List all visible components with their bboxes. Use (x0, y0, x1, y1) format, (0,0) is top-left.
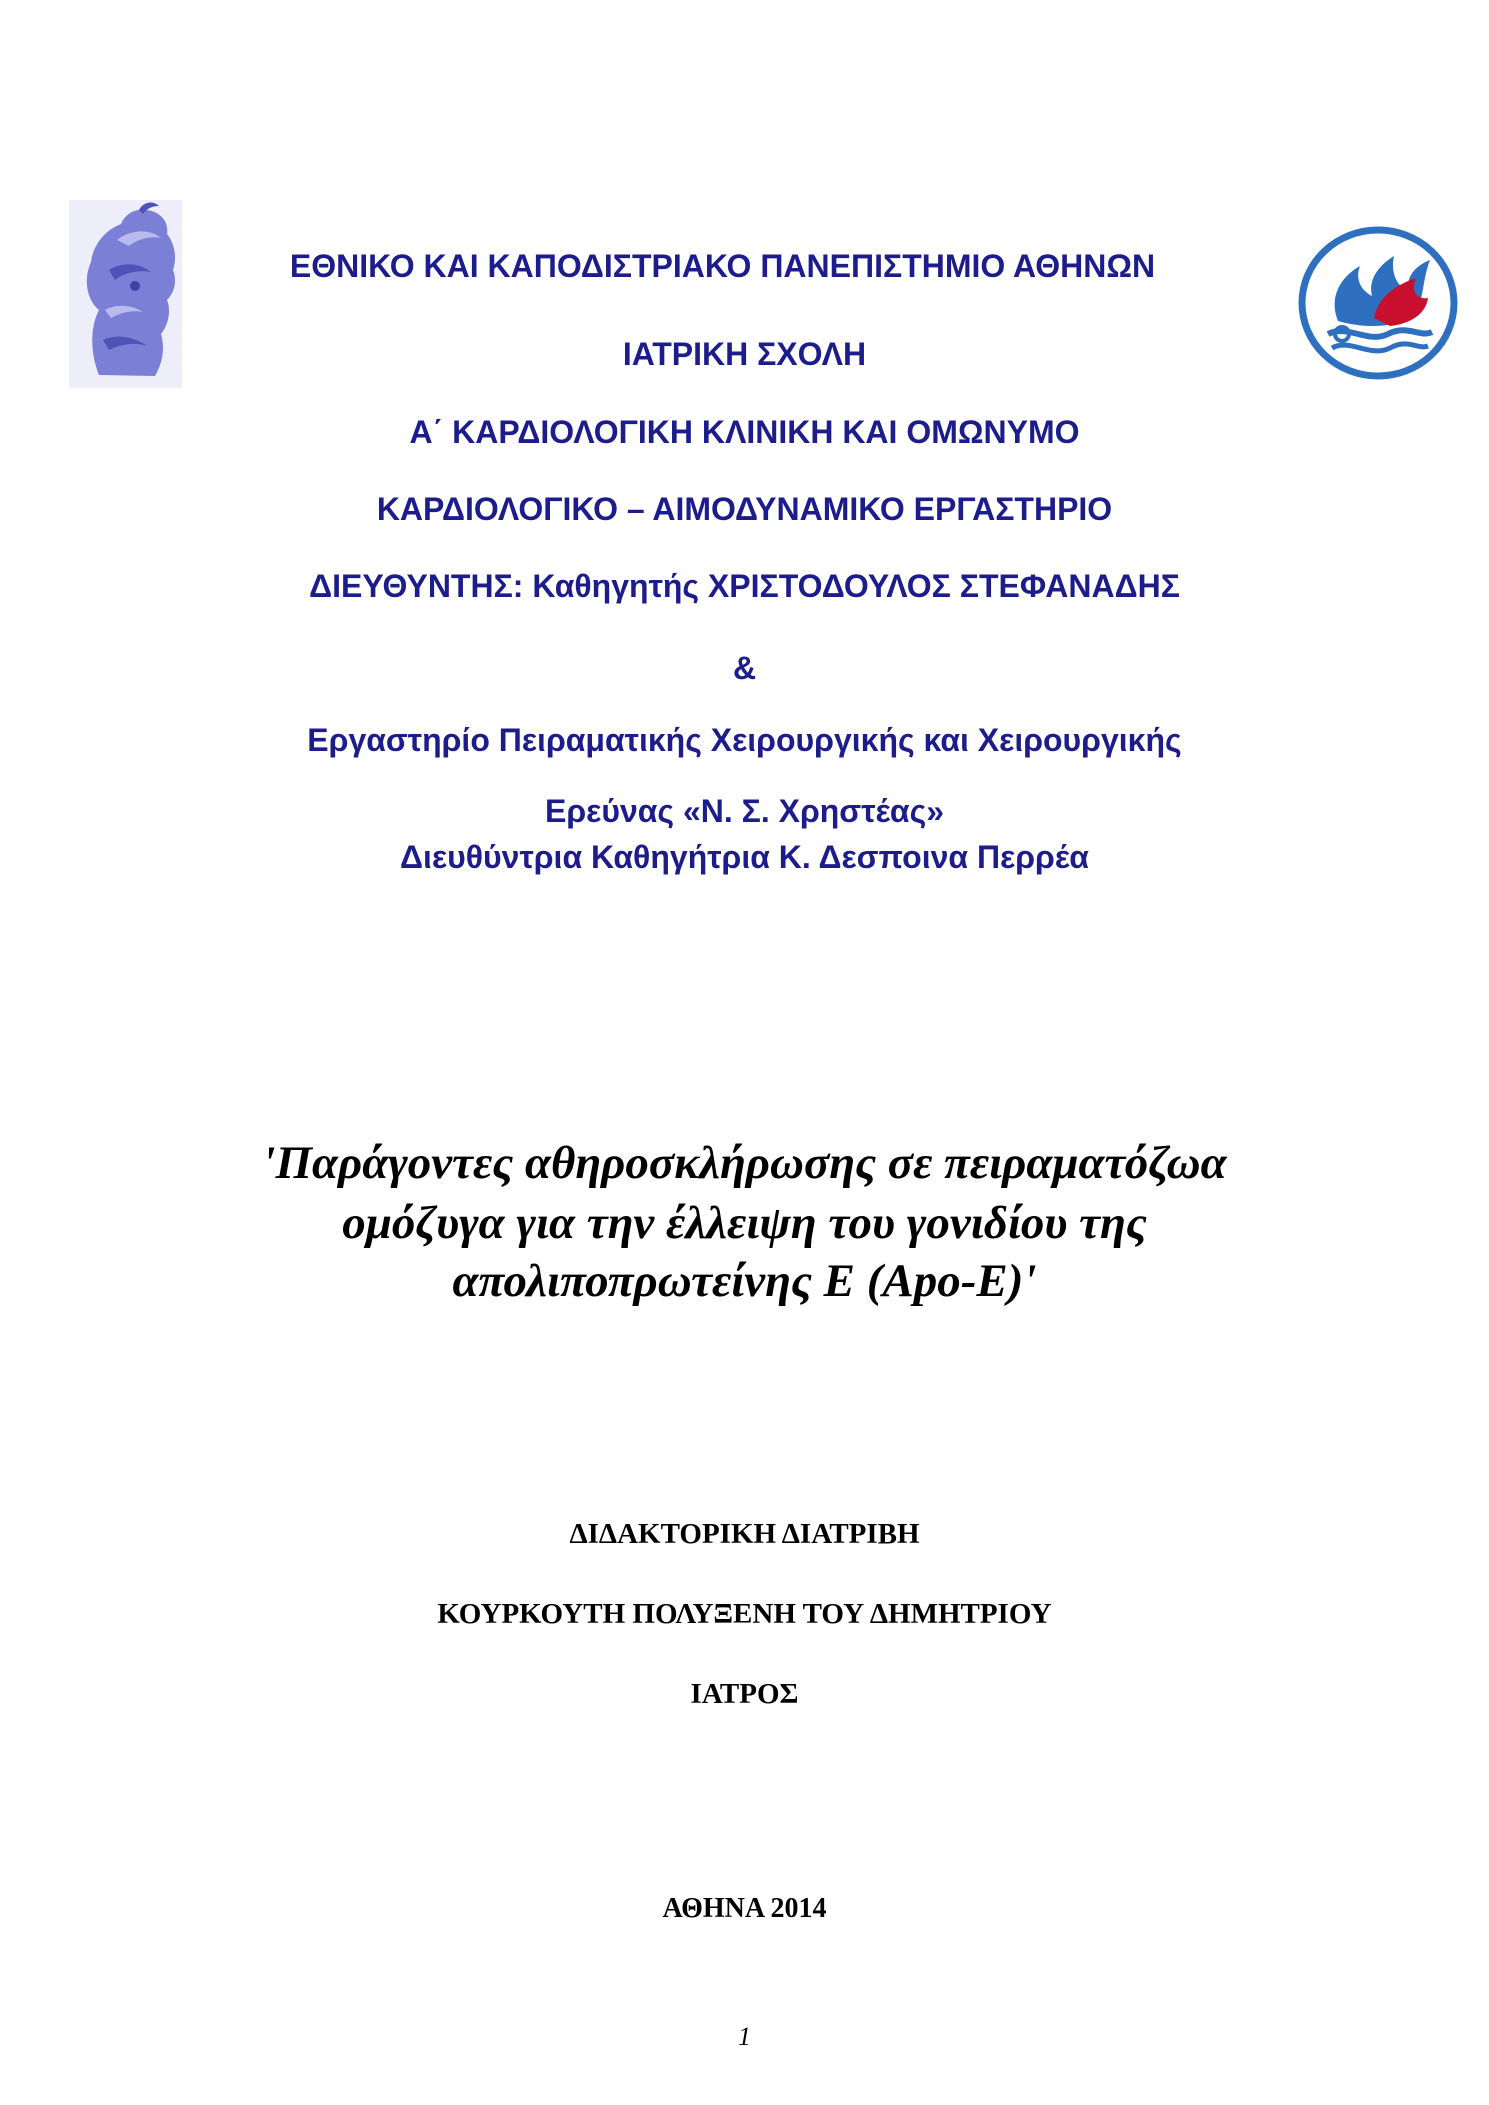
thesis-type: ΔΙΔΑΚΤΟΡΙΚΗ ΔΙΑΤΡΙΒΗ (569, 1518, 920, 1550)
thesis-title-line2: ομόζυγα για την έλλειψη του γονιδίου της (342, 1197, 1147, 1249)
clinic-name-line1: Α΄ ΚΑΡΔΙΟΛΟΓΙΚΗ ΚΛΙΝΙΚΗ ΚΑΙ ΟΜΩΝΥΜΟ (409, 414, 1080, 450)
school-name: ΙΑΤΡΙΚΗ ΣΧΟΛΗ (622, 336, 867, 372)
author-name: ΚΟΥΡΚΟΥΤΗ ΠΟΛΥΞΕΝΗ ΤΟΥ ΔΗΜΗΤΡΙΟΥ (437, 1598, 1052, 1630)
thesis-title-line1: 'Παράγοντες αθηροσκλήρωσης σε πειραματόζωα (262, 1137, 1227, 1189)
author-profession: ΙΑΤΡΟΣ (690, 1678, 799, 1710)
laboratory-name-line2: Ερεύνας «Ν. Σ. Χρηστέας» (544, 793, 945, 829)
laboratory-name-line1: Εργαστηρίο Πειραματικής Χειρουργικής και Χειρουργικής (307, 722, 1182, 758)
university-name: ΕΘΝΙΚΟ ΚΑΙ ΚΑΠΟΔΙΣΤΡΙΑΚΟ ΠΑΝΕΠΙΣΤΗΜΙΟ ΑΘΗΝΩΝ (289, 248, 1156, 284)
director-line: ΔΙΕΥΘΥΝΤΗΣ: Καθηγητής ΧΡΙΣΤΟΔΟΥΛΟΣ ΣΤΕΦΑΝΑΔΗΣ (309, 568, 1180, 604)
thesis-title-line3: απολιποπρωτείνης E (Apo-E)' (452, 1255, 1037, 1307)
place-year: ΑΘΗΝΑ 2014 (662, 1893, 827, 1924)
clinic-name-line2: ΚΑΡΔΙΟΛΟΓΙΚΟ – ΑΙΜΟΔΥΝΑΜΙΚΟ ΕΡΓΑΣΤΗΡΙΟ (376, 491, 1113, 527)
laboratory-director-line: Διευθύντρια Καθηγήτρια Κ. Δεσποινα Περρέα (400, 839, 1089, 875)
ampersand: & (732, 650, 757, 686)
page-number: 1 (738, 2022, 751, 2051)
